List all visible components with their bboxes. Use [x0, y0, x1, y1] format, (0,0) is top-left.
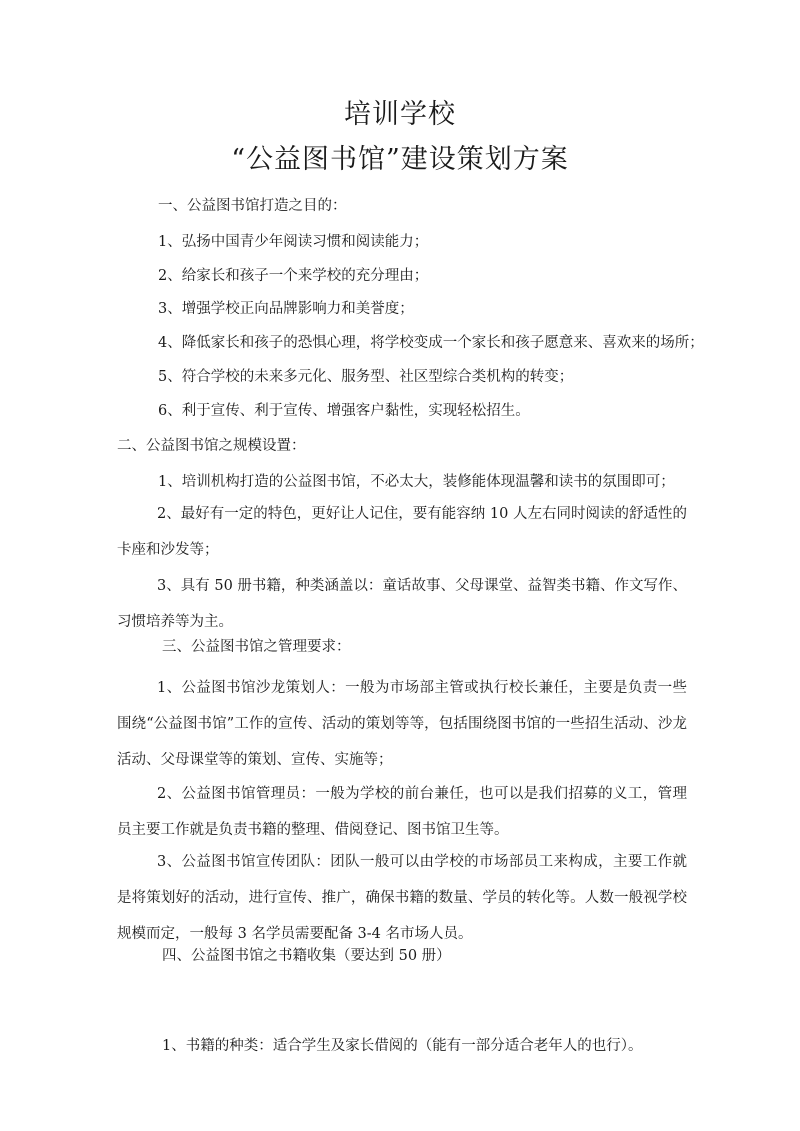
doc-title-line1: 培训学校	[344, 99, 456, 130]
section-3-item-2: 2、公益图书馆管理员：一般为学校的前台兼任，也可以是我们招募的义工，管理员主要工作就是负责书籍的整理、借阅登记、图书馆卫生等。	[117, 786, 687, 838]
section-3-item-1: 1、公益图书馆沙龙策划人：一般为市场部主管或执行校长兼任，主要是负责一些围绕“公益图书馆”工作的宣传、活动的策划等等，包括围绕图书馆的一些招生活动、沙龙活动、父母课堂等的策划、宣传、实施等；	[117, 680, 687, 768]
section-4-heading: 四、公益图书馆之书籍收集（要达到 50 册）	[162, 948, 451, 964]
section-1-item-5: 5、符合学校的未来多元化、服务型、社区型综合类机构的转变；	[158, 369, 574, 385]
section-4-item-1: 1、书籍的种类：适合学生及家长借阅的（能有一部分适合老年人的也行）。	[162, 1038, 643, 1054]
section-1-item-2: 2、给家长和孩子一个来学校的充分理由；	[158, 268, 429, 284]
section-2-item-3: 3、具有 50 册书籍，种类涵盖以：童话故事、父母课堂、益智类书籍、作文写作、习惯培养等为主。	[117, 578, 687, 630]
section-1-item-3: 3、增强学校正向品牌影响力和美誉度；	[158, 301, 414, 317]
section-2-item-2: 2、最好有一定的特色，更好让人记住，要有能容纳 10 人左右同时阅读的舒适性的卡座和沙发等；	[117, 506, 687, 558]
section-1-item-6: 6、利于宣传、利于宣传、增强客户黏性，实现轻松招生。	[158, 403, 530, 419]
section-3-heading: 三、公益图书馆之管理要求：	[162, 639, 351, 655]
doc-title-line2: “公益图书馆”建设策划方案	[231, 144, 569, 175]
section-2-item-1: 1、培训机构打造的公益图书馆，不必太大，装修能体现温馨和读书的氛围即可；	[158, 474, 675, 490]
section-2-heading: 二、公益图书馆之规模设置：	[117, 438, 306, 454]
section-1-item-4: 4、降低家长和孩子的恐惧心理，将学校变成一个家长和孩子愿意来、喜欢来的场所；	[158, 335, 704, 351]
section-3-item-3: 3、公益图书馆宣传团队：团队一般可以由学校的市场部员工来构成，主要工作就是将策划好的活动，进行宣传、推广，确保书籍的数量、学员的转化等。人数一般视学校规模而定，一般每 3 名学员需要配备 3-4 名市场人员。	[117, 854, 687, 942]
section-1-item-1: 1、弘扬中国青少年阅读习惯和阅读能力；	[158, 234, 429, 250]
section-1-heading: 一、公益图书馆打造之目的：	[158, 198, 347, 214]
